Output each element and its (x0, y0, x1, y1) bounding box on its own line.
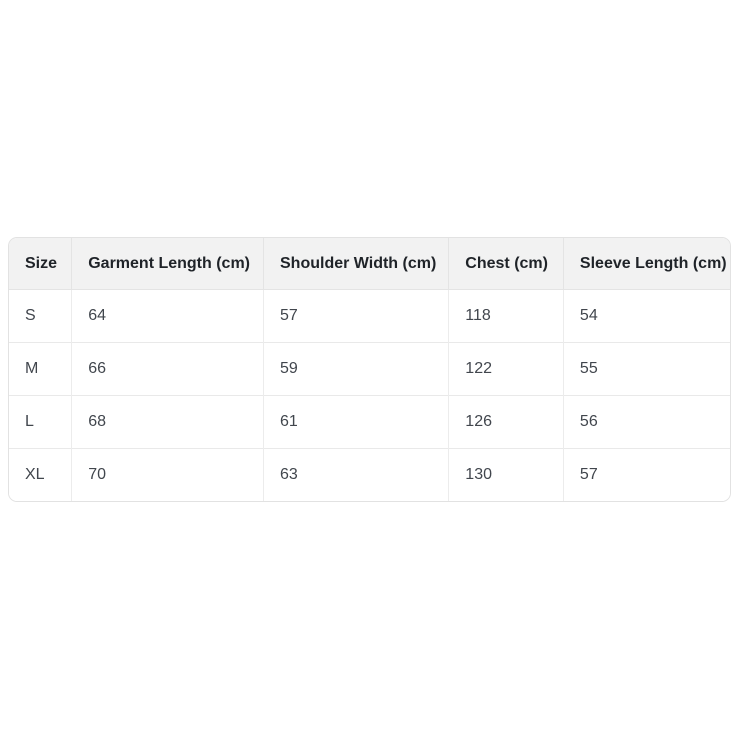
size-chart-table (9, 238, 730, 501)
cell-garment-length: 64 (72, 290, 264, 343)
cell-chest: 122 (449, 343, 564, 396)
column-header-size: Size (9, 238, 72, 290)
cell-chest: 126 (449, 396, 564, 449)
cell-size: L (9, 396, 72, 449)
cell-sleeve-length: 54 (563, 290, 730, 343)
table-row-s (9, 290, 730, 343)
cell-chest: 118 (449, 290, 564, 343)
cell-garment-length: 68 (72, 396, 264, 449)
cell-size: M (9, 343, 72, 396)
table-row-xl (9, 449, 730, 502)
cell-shoulder-width: 61 (264, 396, 449, 449)
cell-size: S (9, 290, 72, 343)
column-header-sleeve-length: Sleeve Length (cm) (563, 238, 730, 290)
cell-shoulder-width: 59 (264, 343, 449, 396)
cell-sleeve-length: 56 (563, 396, 730, 449)
cell-shoulder-width: 63 (264, 449, 449, 502)
column-header-shoulder-width: Shoulder Width (cm) (264, 238, 449, 290)
cell-shoulder-width: 57 (264, 290, 449, 343)
header-row (9, 238, 730, 290)
cell-garment-length: 70 (72, 449, 264, 502)
column-header-chest: Chest (cm) (449, 238, 564, 290)
table-row-l (9, 396, 730, 449)
column-header-garment-length: Garment Length (cm) (72, 238, 264, 290)
cell-sleeve-length: 55 (563, 343, 730, 396)
cell-chest: 130 (449, 449, 564, 502)
table-row-m (9, 343, 730, 396)
cell-sleeve-length: 57 (563, 449, 730, 502)
cell-garment-length: 66 (72, 343, 264, 396)
size-chart-card (8, 237, 731, 502)
cell-size: XL (9, 449, 72, 502)
